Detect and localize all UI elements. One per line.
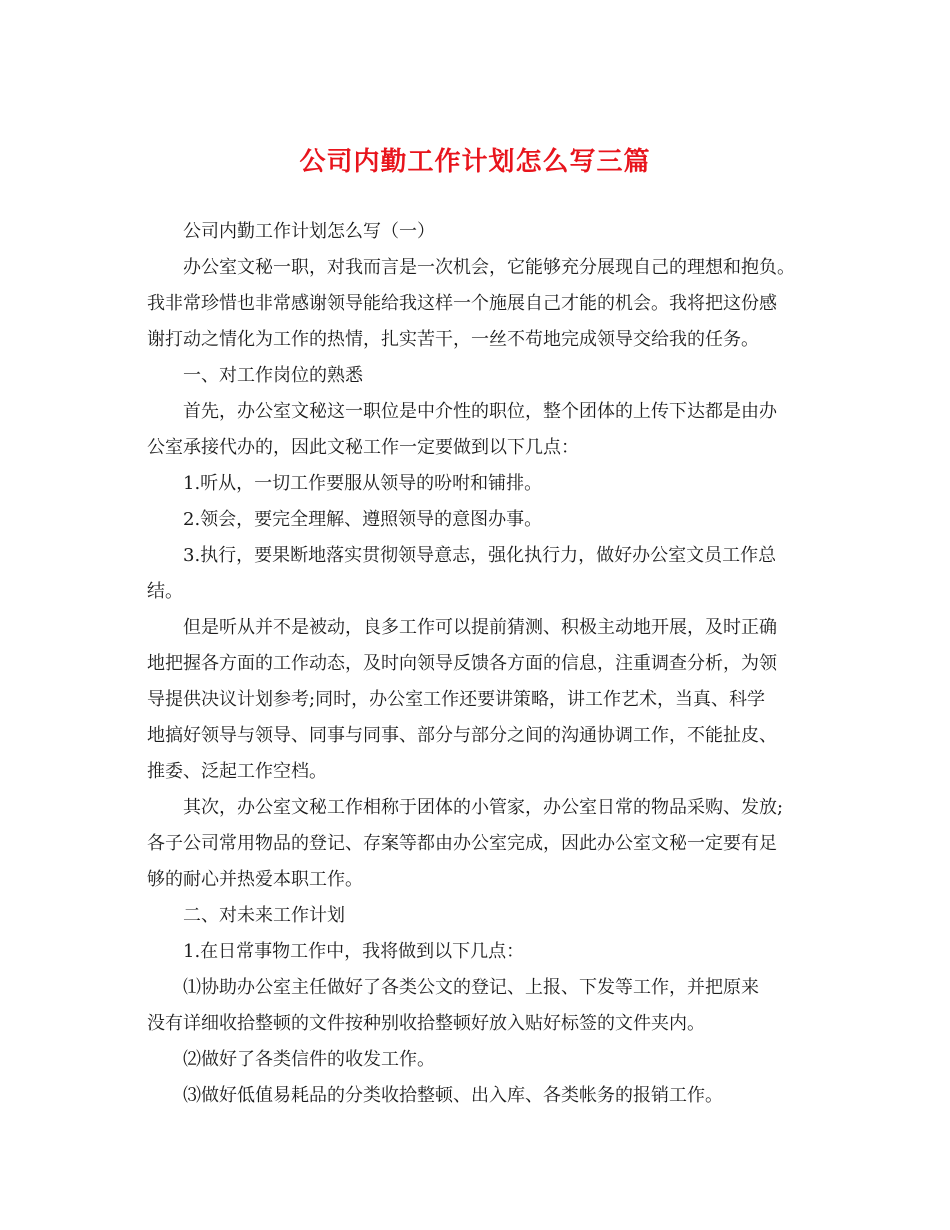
paragraph-line: 办公室文秘一职，对我而言是一次机会，它能够充分展现自己的理想和抱负。 <box>183 257 795 278</box>
list-item: 2.领会，要完全理解、遵照领导的意图办事。 <box>183 509 543 530</box>
paragraph-line: 公室承接代办的，因此文秘工作一定要做到以下几点： <box>147 437 579 458</box>
paragraph-line: 我非常珍惜也非常感谢领导能给我这样一个施展自己才能的机会。我将把这份感 <box>147 293 777 314</box>
paragraph-line: 推委、泛起工作空档。 <box>147 761 327 782</box>
section-heading: 一、对工作岗位的熟悉 <box>183 365 363 386</box>
list-item: 1.在日常事物工作中，我将做到以下几点： <box>183 941 525 962</box>
list-item: ⑶做好低值易耗品的分类收拾整顿、出入库、各类帐务的报销工作。 <box>183 1085 723 1106</box>
paragraph-line: 首先，办公室文秘这一职位是中介性的职位，整个团体的上传下达都是由办 <box>183 401 777 422</box>
list-item: 3.执行，要果断地落实贯彻领导意志，强化执行力，做好办公室文员工作总 <box>183 545 777 566</box>
paragraph-line: 谢打动之情化为工作的热情，扎实苦干，一丝不苟地完成领导交给我的任务。 <box>147 329 759 350</box>
paragraph-line: 结。 <box>147 581 183 602</box>
paragraph-line: 其次，办公室文秘工作相称于团体的小管家，办公室日常的物品采购、发放; <box>183 797 784 818</box>
list-item: ⑵做好了各类信件的收发工作。 <box>183 1049 435 1070</box>
list-item: ⑴协助办公室主任做好了各类公文的登记、上报、下发等工作，并把原来 <box>183 977 759 998</box>
document-title: 公司内勤工作计划怎么写三篇 <box>299 147 651 177</box>
list-item: 1.听从，一切工作要服从领导的吩咐和铺排。 <box>183 473 543 494</box>
section-heading: 二、对未来工作计划 <box>183 905 345 926</box>
paragraph-line: 导提供决议计划参考;同时，办公室工作还要讲策略，讲工作艺术，当真、科学 <box>147 689 766 710</box>
document-body <box>147 214 817 1114</box>
paragraph-line: 地搞好领导与领导、同事与同事、部分与部分之间的沟通协调工作，不能扯皮、 <box>147 725 777 746</box>
paragraph-line: 各子公司常用物品的登记、存案等都由办公室完成，因此办公室文秘一定要有足 <box>147 833 777 854</box>
paragraph-line: 没有详细收拾整顿的文件按种别收拾整顿好放入贴好标签的文件夹内。 <box>147 1013 705 1034</box>
paragraph-line: 够的耐心并热爱本职工作。 <box>147 869 363 890</box>
paragraph-line: 但是听从并不是被动，良多工作可以提前猜测、积极主动地开展，及时正确 <box>183 617 777 638</box>
paragraph-line: 公司内勤工作计划怎么写（一） <box>183 221 435 242</box>
paragraph-line: 地把握各方面的工作动态，及时向领导反馈各方面的信息，注重调查分析，为领 <box>147 653 777 674</box>
